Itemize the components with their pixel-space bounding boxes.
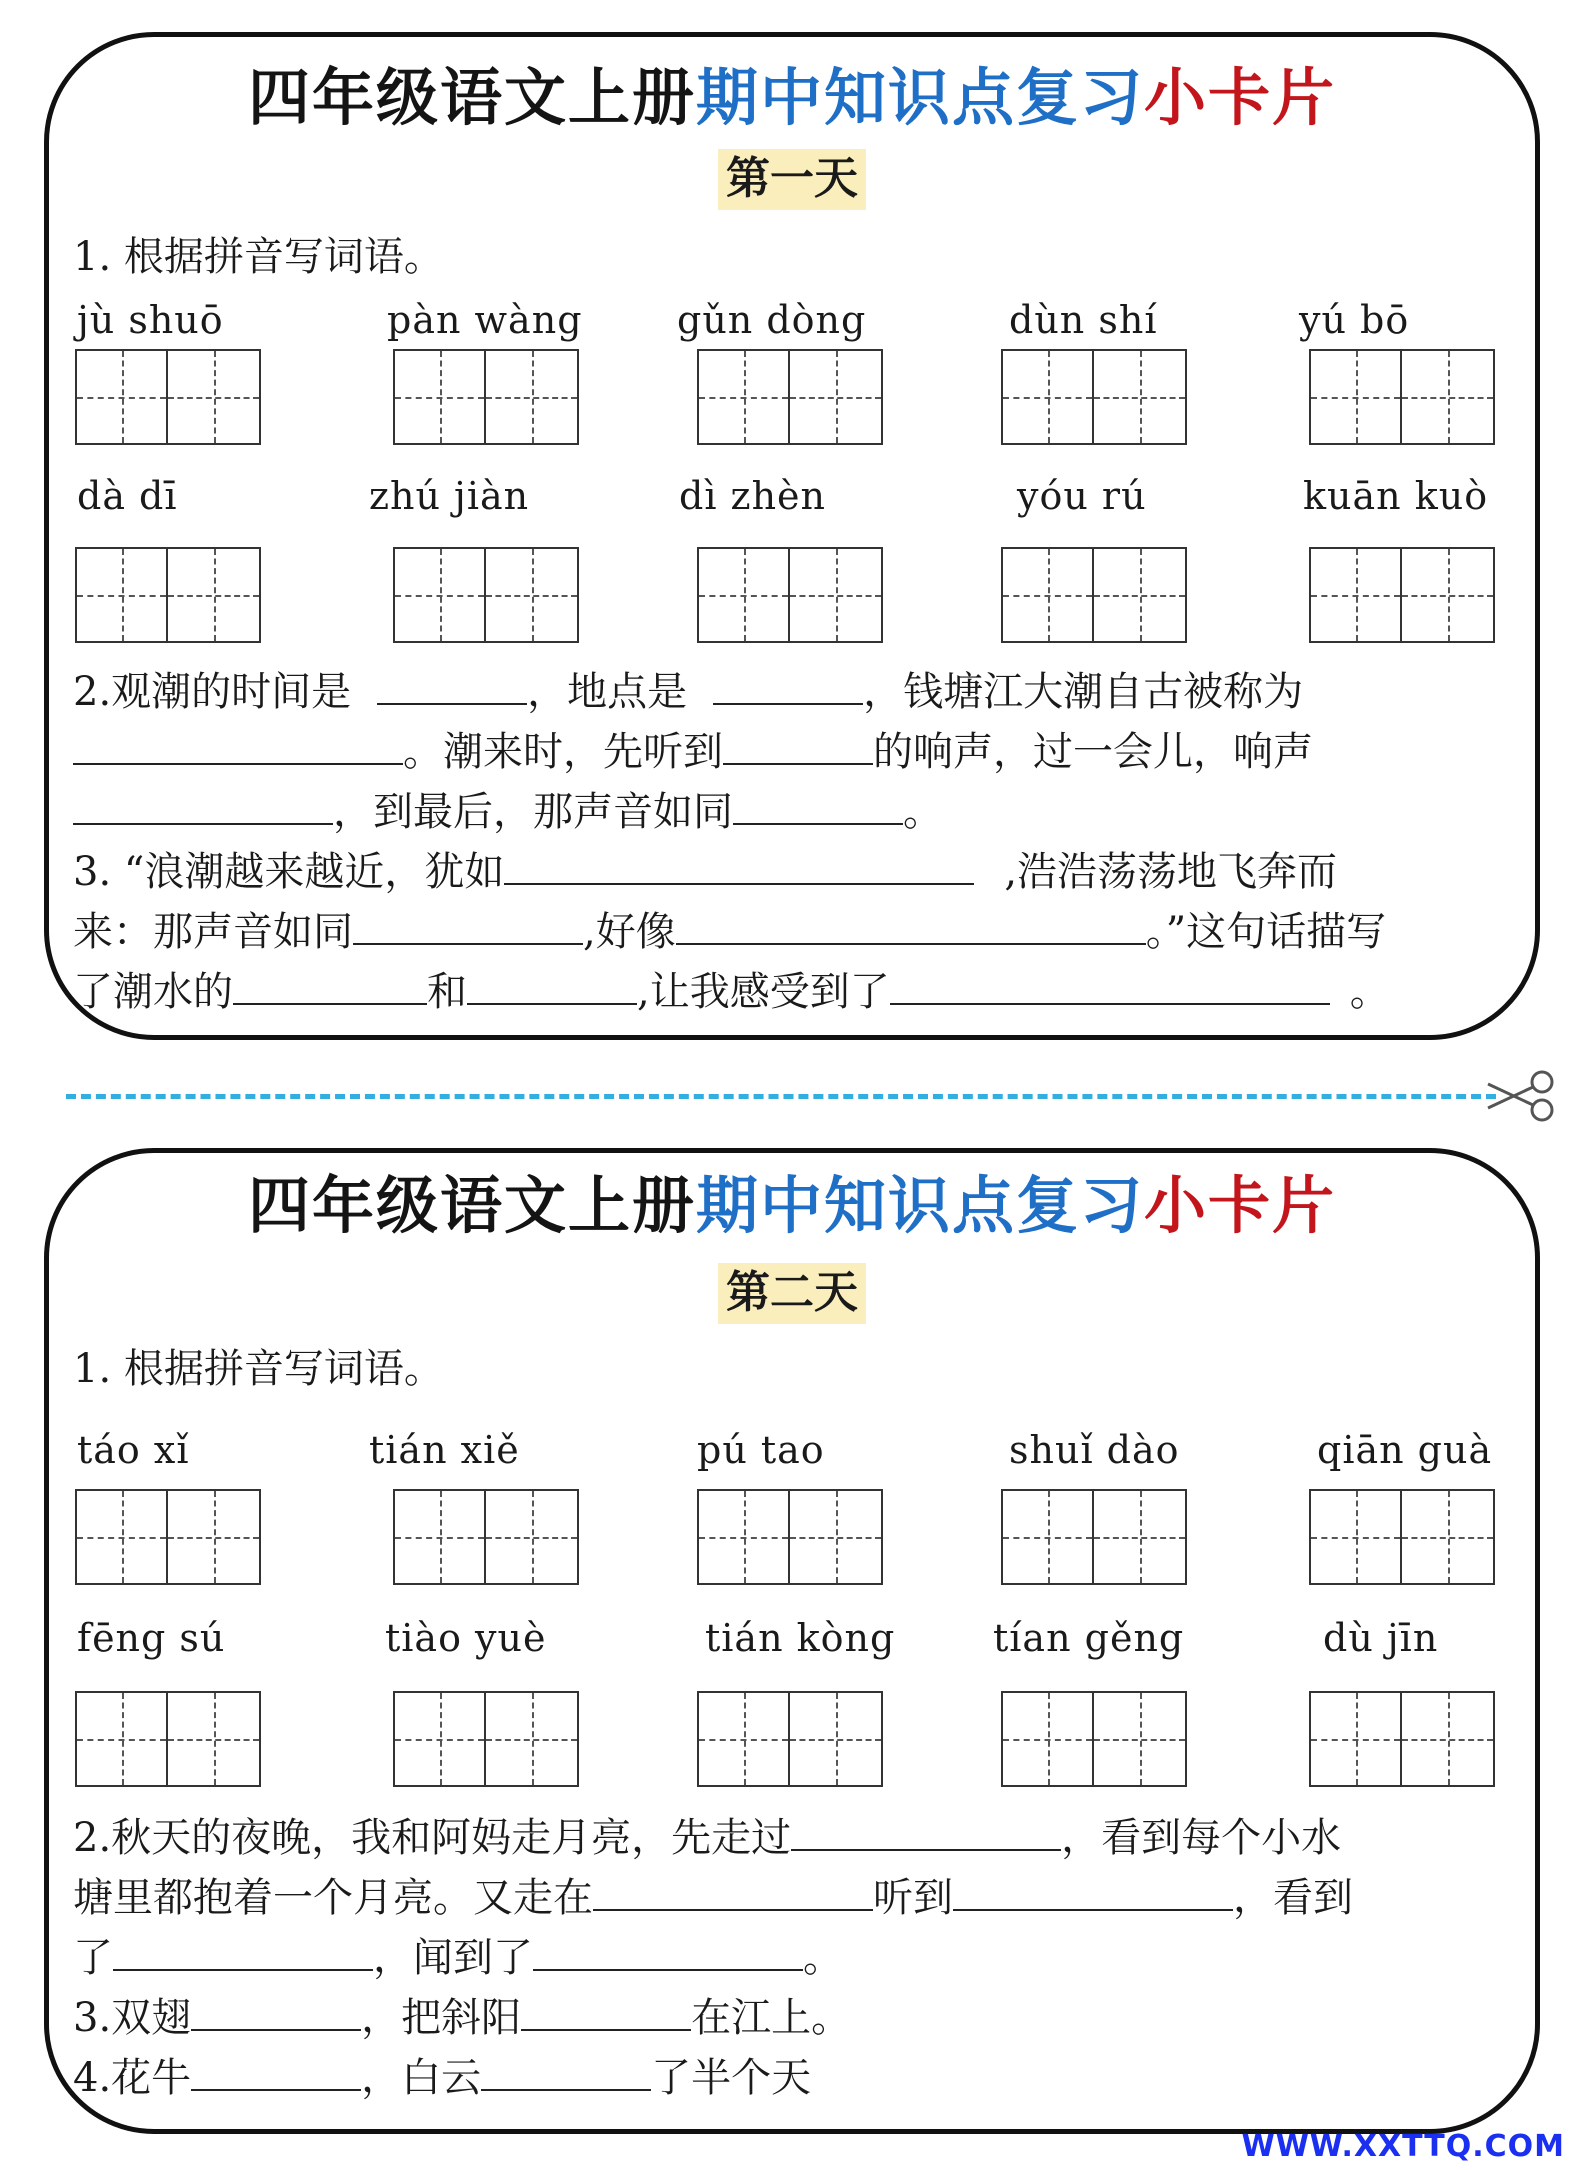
pinyin-label: tián kòng — [705, 1616, 896, 1660]
question-text: 。”这句话描写 — [1145, 909, 1387, 955]
question-1-label: 1. 根据拼音写词语。 — [73, 1346, 444, 1392]
day-label: 第一天 — [718, 149, 866, 210]
question-text: 。 — [803, 1935, 843, 1981]
writing-grid[interactable] — [1001, 349, 1187, 445]
question-text: 。 — [1349, 969, 1390, 1015]
question-text: 塘里都抱着一个月亮。又走在 — [73, 1875, 593, 1921]
title-part-card: 小卡片 — [1144, 61, 1337, 134]
answer-blank[interactable] — [353, 905, 583, 945]
answer-blank[interactable] — [676, 905, 1146, 945]
answer-blank[interactable] — [890, 965, 1330, 1005]
question-text: ，看到 — [1233, 1875, 1353, 1921]
question-2-line-1 — [73, 665, 1303, 716]
day-label: 第二天 — [718, 1263, 866, 1324]
scissors-icon — [1484, 1070, 1560, 1122]
writing-grid[interactable] — [393, 547, 579, 643]
question-text: 。潮来时，先听到 — [403, 729, 723, 775]
question-text: ，看到每个小水 — [1061, 1815, 1342, 1861]
site-watermark: WWW.XXTTQ.COM — [1241, 2129, 1565, 2164]
answer-blank[interactable] — [233, 965, 427, 1005]
question-text: 3. “浪潮越来越近，犹如 — [73, 849, 505, 895]
question-text: 2.秋天的夜晚，我和阿妈走月亮，先走过 — [73, 1815, 792, 1861]
pinyin-label: kuān kuò — [1303, 474, 1489, 518]
question-2-line-1 — [73, 1811, 1341, 1862]
pinyin-label: tián xiě — [369, 1428, 520, 1472]
pinyin-label: yú bō — [1299, 298, 1410, 342]
question-text: ，钱塘江大潮自古被称为 — [863, 669, 1304, 715]
answer-blank[interactable] — [533, 1931, 803, 1971]
answer-blank[interactable] — [953, 1871, 1233, 1911]
writing-grid[interactable] — [1309, 1489, 1495, 1585]
writing-grid[interactable] — [75, 547, 261, 643]
question-text: 在江上。 — [691, 1995, 852, 2041]
answer-blank[interactable] — [73, 725, 403, 765]
review-card-day-2 — [44, 1148, 1540, 2134]
answer-blank[interactable] — [521, 1991, 691, 2031]
pinyin-label: fēng sú — [77, 1616, 226, 1660]
question-3-line-2 — [73, 905, 1386, 956]
question-text: 3.双翅 — [73, 1995, 192, 2041]
answer-blank[interactable] — [467, 965, 637, 1005]
question-1-label: 1. 根据拼音写词语。 — [73, 234, 444, 280]
question-text: ,浩浩荡荡地飞奔而 — [1004, 849, 1338, 895]
pinyin-label: pàn wàng — [387, 298, 583, 342]
writing-grid[interactable] — [393, 1691, 579, 1787]
writing-grid[interactable] — [697, 349, 883, 445]
question-3-line-1 — [73, 845, 1337, 896]
pinyin-label: qiān guà — [1317, 1428, 1493, 1472]
question-2-line-2 — [73, 725, 1313, 776]
answer-blank[interactable] — [191, 1991, 361, 2031]
question-2-line-2 — [73, 1871, 1353, 1922]
question-text: 的响声，过一会儿，响声 — [873, 729, 1313, 775]
question-text: ，地点是 — [527, 669, 688, 715]
writing-grid[interactable] — [1309, 349, 1495, 445]
writing-grid[interactable] — [697, 1489, 883, 1585]
writing-grid[interactable] — [75, 1489, 261, 1585]
answer-blank[interactable] — [73, 785, 333, 825]
title-part-grade: 四年级语文上册 — [247, 1169, 696, 1242]
answer-blank[interactable] — [113, 1931, 373, 1971]
answer-blank[interactable] — [733, 785, 903, 825]
pinyin-label: dà dī — [77, 474, 178, 518]
pinyin-label: dùn shí — [1009, 298, 1158, 342]
question-2-line-3 — [73, 1931, 843, 1982]
pinyin-label: zhú jiàn — [369, 474, 530, 518]
question-text: 了潮水的 — [73, 969, 233, 1015]
answer-blank[interactable] — [481, 2051, 651, 2091]
card-title — [49, 1169, 1535, 1242]
question-text: ，闻到了 — [373, 1935, 533, 1981]
cut-line — [66, 1094, 1496, 1099]
writing-grid[interactable] — [697, 547, 883, 643]
question-text: 和 — [427, 969, 467, 1015]
answer-blank[interactable] — [377, 665, 527, 705]
writing-grid[interactable] — [1309, 1691, 1495, 1787]
title-part-card: 小卡片 — [1144, 1169, 1337, 1242]
answer-blank[interactable] — [791, 1811, 1061, 1851]
question-text: 了半个天 — [651, 2055, 812, 2101]
pinyin-label: dù jīn — [1323, 1616, 1439, 1660]
pinyin-label: yóu rú — [1017, 474, 1147, 518]
question-text: 了 — [73, 1935, 113, 1981]
question-text: 听到 — [873, 1875, 953, 1921]
question-3-line-3 — [73, 965, 1390, 1016]
writing-grid[interactable] — [1001, 547, 1187, 643]
writing-grid[interactable] — [1001, 1691, 1187, 1787]
writing-grid[interactable] — [75, 349, 261, 445]
pinyin-label: táo xǐ — [77, 1428, 190, 1472]
title-part-review: 期中知识点复习 — [695, 1169, 1144, 1242]
answer-blank[interactable] — [723, 725, 873, 765]
pinyin-label: pú tao — [697, 1428, 825, 1472]
question-text: ，到最后，那声音如同 — [333, 789, 733, 835]
pinyin-label: tían gěng — [993, 1616, 1185, 1660]
title-part-review: 期中知识点复习 — [695, 61, 1144, 134]
card-title — [49, 61, 1535, 134]
answer-blank[interactable] — [504, 845, 974, 885]
writing-grid[interactable] — [1309, 547, 1495, 643]
answer-blank[interactable] — [191, 2051, 361, 2091]
title-part-grade: 四年级语文上册 — [247, 61, 696, 134]
answer-blank[interactable] — [713, 665, 863, 705]
question-text: ,让我感受到了 — [637, 969, 890, 1015]
question-text: ,好像 — [583, 909, 676, 955]
pinyin-label: dì zhèn — [679, 474, 827, 518]
pinyin-label: tiào yuè — [385, 1616, 547, 1660]
answer-blank[interactable] — [593, 1871, 873, 1911]
review-card-day-1 — [44, 32, 1540, 1040]
question-4 — [73, 2051, 811, 2102]
pinyin-label: gǔn dòng — [677, 298, 867, 342]
question-text: ，白云 — [361, 2055, 482, 2101]
question-3 — [73, 1991, 851, 2042]
question-text: 2.观潮的时间是 — [73, 669, 352, 715]
question-text: 4.花牛 — [73, 2055, 192, 2101]
question-text: 。 — [903, 789, 943, 835]
writing-grid[interactable] — [393, 349, 579, 445]
question-text: 来：那声音如同 — [73, 909, 353, 955]
question-text: ，把斜阳 — [361, 1995, 522, 2041]
writing-grid[interactable] — [697, 1691, 883, 1787]
pinyin-label: shuǐ dào — [1009, 1428, 1180, 1472]
writing-grid[interactable] — [75, 1691, 261, 1787]
question-2-line-3 — [73, 785, 943, 836]
writing-grid[interactable] — [393, 1489, 579, 1585]
pinyin-label: jù shuō — [77, 298, 224, 342]
writing-grid[interactable] — [1001, 1489, 1187, 1585]
